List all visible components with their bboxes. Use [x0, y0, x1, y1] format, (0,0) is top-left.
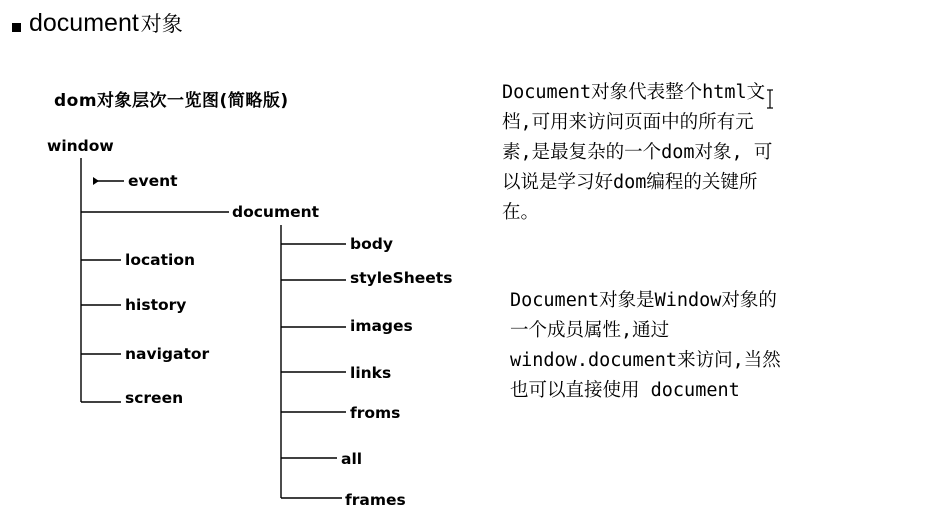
paragraph1-line: 在。: [502, 202, 540, 223]
node-stylesheets: styleSheets: [350, 269, 453, 287]
node-body: body: [350, 235, 393, 253]
node-links: links: [350, 364, 392, 382]
description-paragraph-1: [502, 78, 902, 228]
diagram-title: dom对象层次一览图(简略版): [54, 91, 289, 111]
node-navigator: navigator: [125, 345, 210, 363]
paragraph2-line: 一个成员属性,通过: [510, 320, 670, 341]
node-screen: screen: [125, 389, 184, 407]
paragraph1-line: Document对象代表整个html文: [502, 82, 766, 103]
node-froms: froms: [350, 404, 401, 422]
slide-title-latin: document: [29, 8, 139, 37]
paragraph2-line: 也可以直接使用 document: [510, 380, 740, 401]
node-images: images: [350, 317, 413, 335]
paragraph1-line: 素,是最复杂的一个dom对象, 可: [502, 142, 773, 163]
node-window: window: [47, 137, 114, 155]
node-event: event: [128, 172, 178, 190]
node-all: all: [341, 450, 363, 468]
text-cursor-icon: [764, 88, 776, 110]
slide-title-cjk: 对象: [140, 12, 183, 36]
paragraph1-line: 档,可用来访问页面中的所有元: [502, 112, 754, 133]
node-location: location: [125, 251, 196, 269]
node-document: document: [232, 203, 320, 221]
node-history: history: [125, 296, 187, 314]
paragraph2-line: window.document来访问,当然: [510, 350, 781, 371]
description-paragraph-2: [510, 286, 890, 406]
node-frames: frames: [345, 491, 406, 509]
paragraph2-line: Document对象是Window对象的: [510, 290, 777, 311]
paragraph1-line: 以说是学习好dom编程的关键所: [502, 172, 758, 193]
